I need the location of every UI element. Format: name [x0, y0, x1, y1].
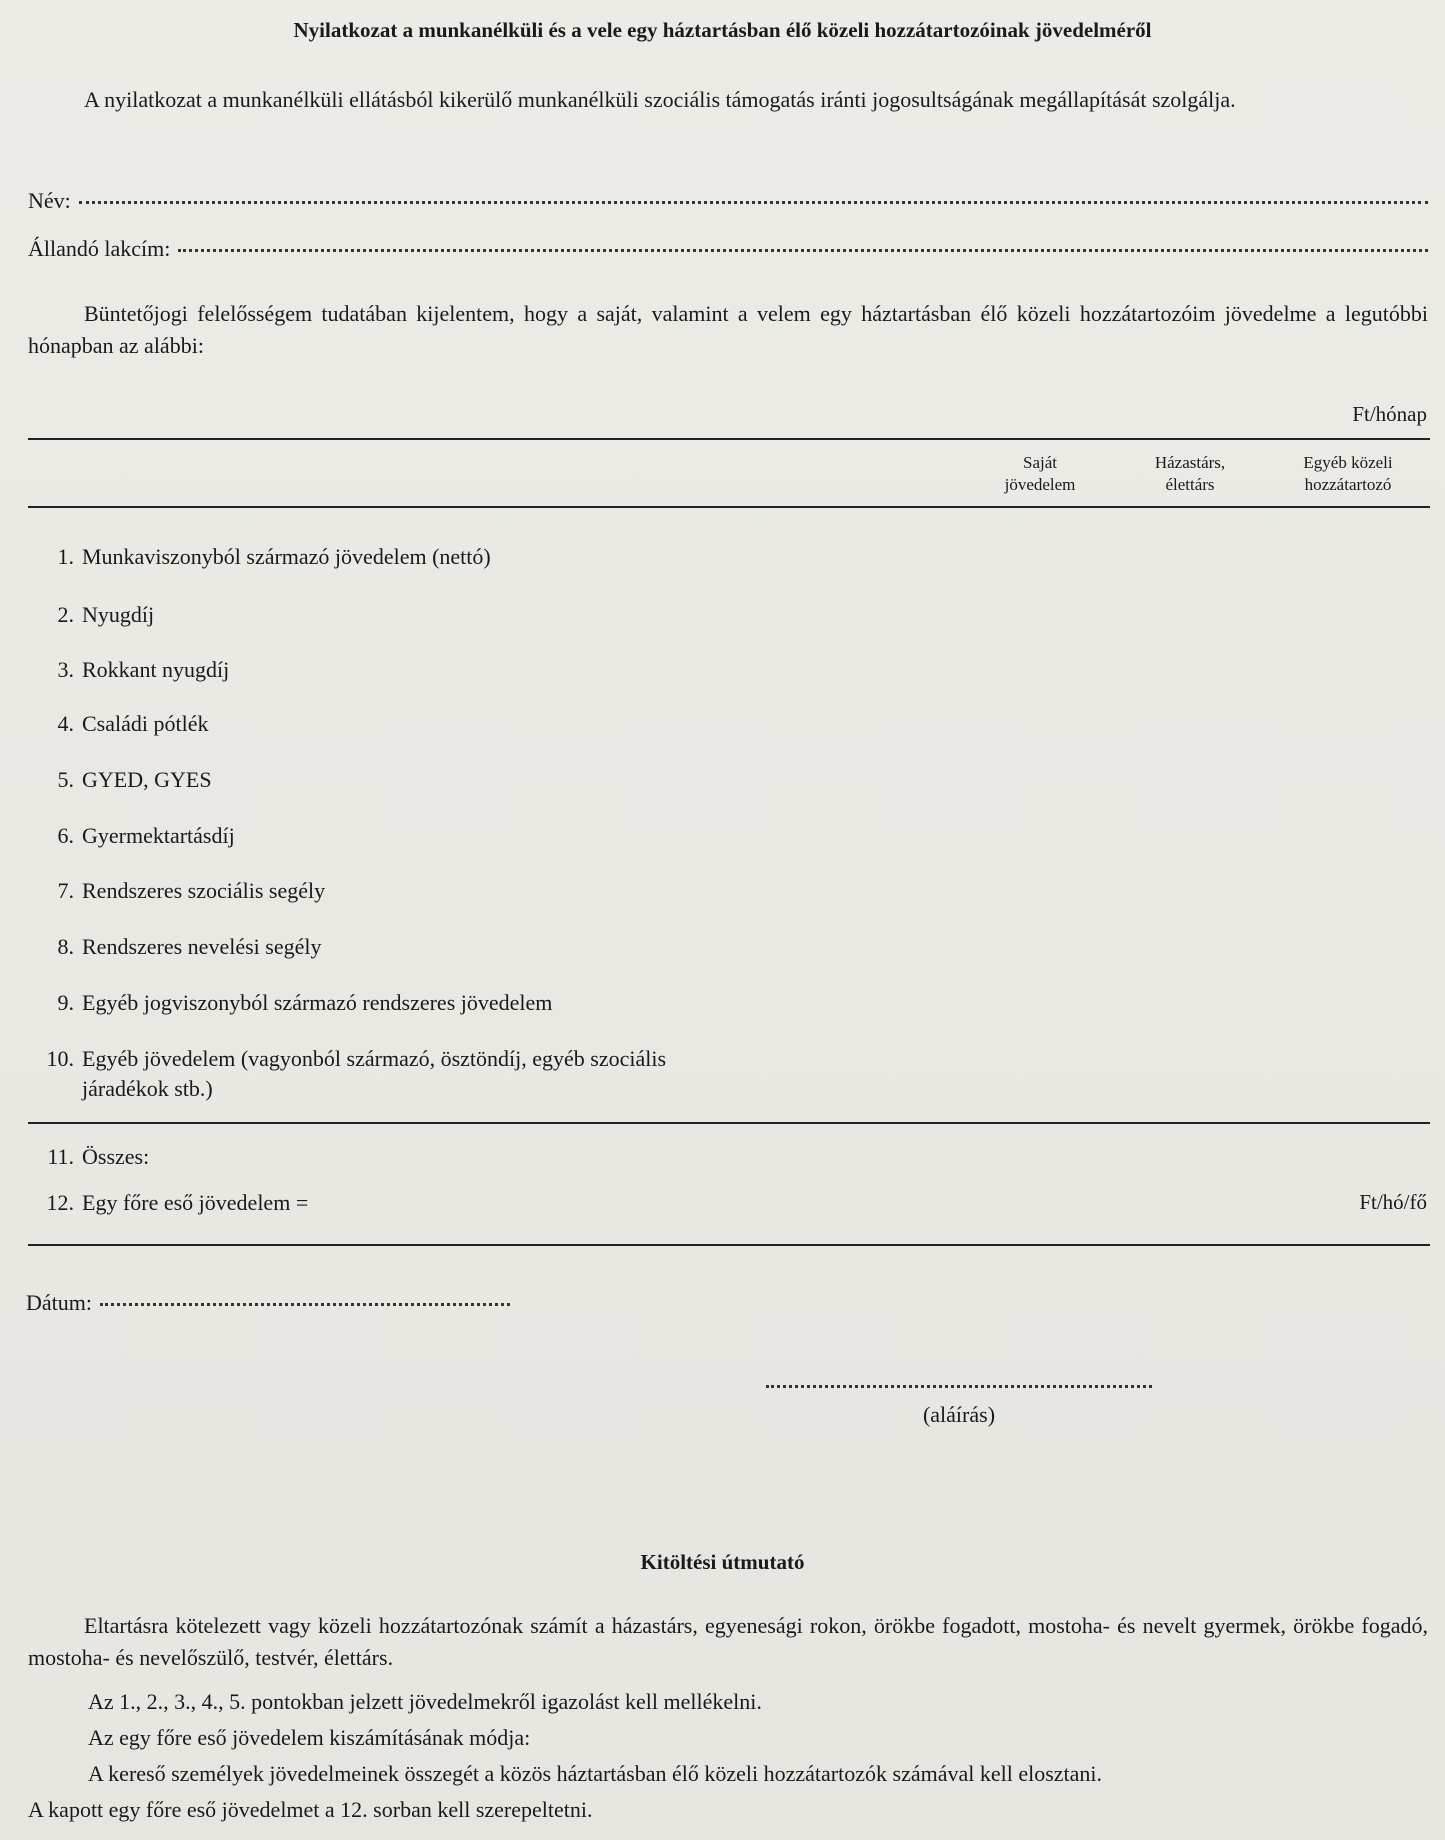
income-row: 10. Egyéb jövedelem (vagyonból származó, ösztöndíj, egyéb szociális járadékok stb.): [46, 1046, 667, 1101]
table-top-rule: [28, 438, 1430, 440]
guide-line: Az 1., 2., 3., 4., 5. pontokban jelzett jövedelmekről igazolást kell mellékelni.: [88, 1689, 762, 1714]
per-capita-row: 12. Egy főre eső jövedelem =: [46, 1190, 309, 1215]
address-label: Állandó lakcím:: [28, 236, 171, 261]
intro-paragraph: A nyilatkozat a munkanélküli ellátásból kikerülő munkanélküli szociális támogatás iránti jogosultságának megállapítását szolgálja.: [84, 87, 1236, 112]
column-header-own-income: Saját jövedelem: [1004, 453, 1076, 494]
guide-line: A kereső személyek jövedelmeinek összegét a közös háztartásban élő közeli hozzátartozók számával kell elosztani.: [88, 1761, 1103, 1786]
income-row: 4. Családi pótlék: [57, 711, 209, 736]
date-field[interactable]: [26, 1290, 510, 1316]
name-label: Név:: [28, 188, 71, 213]
income-row: 8. Rendszeres nevelési segély: [57, 934, 322, 959]
table-header-rule: [28, 506, 1430, 508]
address-dotted-line[interactable]: [178, 248, 1428, 252]
guide-paragraph: Eltartásra kötelezett vagy közeli hozzátartozónak számít a házastárs, egyenesági rokon, örökbe fogadott, mostoha- és nevelt gyermek, örökbe fogadó, mostoha- és nevelőszülő, testvér, élettárs.: [28, 1613, 1428, 1670]
totals-rule: [28, 1122, 1430, 1124]
form-title: Nyilatkozat a munkanélküli és a vele egy háztartásban élő közeli hozzátartozóinak jövedelméről: [293, 18, 1152, 42]
column-header-other-relative: Egyéb közeli hozzátartozó: [1303, 453, 1393, 494]
income-row: 9. Egyéb jogviszonyból származó rendszeres jövedelem: [57, 990, 553, 1015]
income-row: 5. GYED, GYES: [57, 767, 212, 792]
income-row: 7. Rendszeres szociális segély: [57, 878, 326, 903]
unit-month-label: Ft/hónap: [1352, 402, 1427, 426]
address-field[interactable]: [28, 236, 1428, 262]
declaration-paragraph: Büntetőjogi felelősségem tudatában kijelentem, hogy a saját, valamint a velem egy háztartásban élő közeli hozzátartozóim jövedelme a legutóbbi hónapban az alábbi:: [28, 301, 1428, 358]
date-label: Dátum:: [26, 1290, 92, 1315]
guide-title: Kitöltési útmutató: [640, 1550, 805, 1574]
table-bottom-rule: [28, 1244, 1430, 1246]
income-row: 2. Nyugdíj: [57, 602, 155, 627]
guide-line: Az egy főre eső jövedelem kiszámításának módja:: [88, 1725, 531, 1750]
guide-line: A kapott egy főre eső jövedelmet a 12. sorban kell szerepeltetni.: [28, 1797, 593, 1822]
total-row: 11. Összes:: [47, 1144, 150, 1169]
income-row: 1. Munkaviszonyból származó jövedelem (nettó): [57, 544, 491, 569]
name-dotted-line[interactable]: [79, 200, 1428, 204]
income-row: 3. Rokkant nyugdíj: [57, 657, 230, 682]
unit-per-person-label: Ft/hó/fő: [1359, 1190, 1427, 1214]
name-field[interactable]: [28, 188, 1428, 214]
date-dotted-line[interactable]: [100, 1302, 510, 1306]
signature-label: (aláírás): [922, 1402, 996, 1427]
income-row: 6. Gyermektartásdíj: [57, 823, 235, 848]
column-header-spouse: Házastárs, élettárs: [1154, 453, 1226, 494]
signature-dotted-line[interactable]: [766, 1385, 1152, 1388]
